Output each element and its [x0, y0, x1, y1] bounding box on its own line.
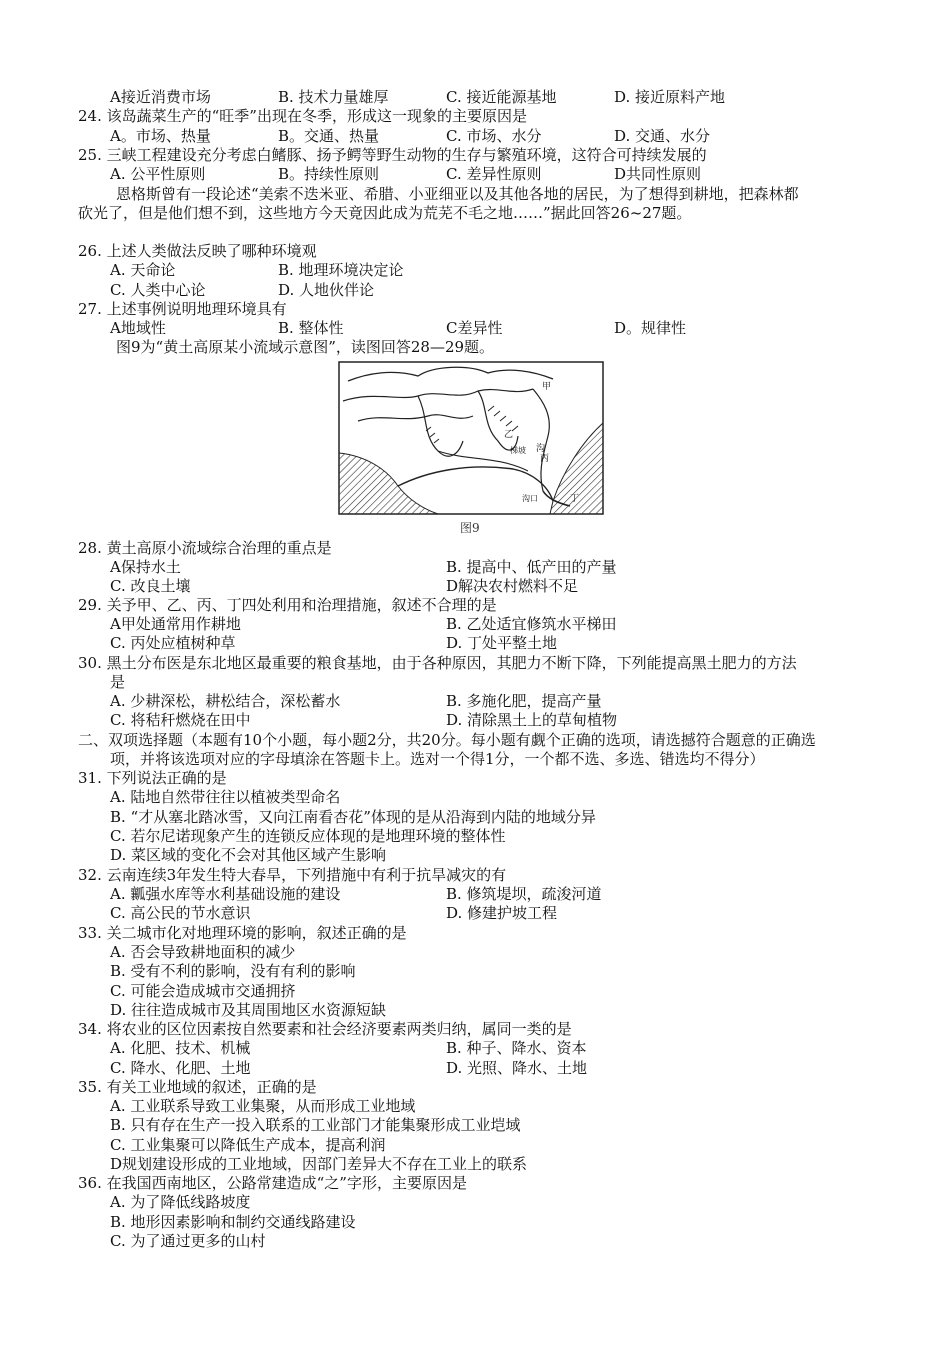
- section2-instructions-line-1: 二、双项选择题（本题有10个小题，每小题2分，共20分。每小题有觑个正确的选项，请选撼符合题意的正确选: [78, 731, 816, 749]
- q29-option-b: B. 乙处适宜修筑水平梯田: [446, 615, 617, 633]
- figure-caption: 图9: [460, 521, 480, 535]
- q30-stem-line-1: 30. 黑土分布医是东北地区最重要的粮食基地，由于各种原因，其肥力不断下降，下列能提高黑土肥力的方法: [78, 654, 797, 672]
- q29-stem: 29. 关予甲、乙、丙、丁四处利用和治理措施，叙述不合理的是: [78, 596, 497, 614]
- q24-option-a: A。市场、热量: [110, 127, 211, 145]
- q34-option-d: D. 光照、降水、土地: [446, 1059, 588, 1077]
- q31-option-a: A. 陆地自然带往往以植被类型命名: [110, 788, 341, 806]
- q31-option-d: D. 菜区域的变化不会对其他区域产生影响: [110, 846, 387, 864]
- q23-option-d: D. 接近原料产地: [614, 88, 726, 106]
- q36-stem: 36. 在我国西南地区，公路常建造成“之”字形，主要原因是: [78, 1174, 467, 1192]
- q35-option-c: C. 工业集聚可以降低生产成本，提高利润: [110, 1136, 386, 1154]
- q31-option-c: C. 若尔尼诺现象产生的连锁反应体现的是地理环境的整体性: [110, 827, 506, 845]
- q35-stem: 35. 有关工业地域的叙述，正确的是: [78, 1078, 317, 1096]
- q24-option-d: D. 交通、水分: [614, 127, 711, 145]
- q34-stem: 34. 将农业的区位因素按自然要素和社会经济要素两类归纳，属同一类的是: [78, 1020, 572, 1038]
- q29-option-d: D. 丁处平整土地: [446, 634, 558, 652]
- q30-option-c: C. 将秸秆燃烧在田中: [110, 711, 251, 729]
- q29-option-a: A甲处通常用作耕地: [110, 615, 241, 633]
- label-jia: 甲: [542, 382, 552, 392]
- q32-option-d: D. 修建护坡工程: [446, 904, 558, 922]
- q27-option-a: A地域性: [110, 319, 166, 337]
- q34-option-b: B. 种子、降水、资本: [446, 1039, 587, 1057]
- label-yi: 乙: [504, 430, 514, 440]
- q27-option-c: C差异性: [446, 319, 503, 337]
- q32-option-b: B. 修筑堤坝，疏浚河道: [446, 885, 602, 903]
- q34-option-a: A. 化肥、技术、机械: [110, 1039, 251, 1057]
- q25-option-c: C. 差异性原则: [446, 165, 542, 183]
- q24-stem: 24. 该岛蔬菜生产的“旺季”出现在冬季，形成这一现象的主要原因是: [78, 107, 527, 125]
- q29-option-c: C. 丙处应植树种草: [110, 634, 236, 652]
- q27-stem: 27. 上述事例说明地理环境具有: [78, 300, 287, 318]
- q28-option-c: C. 改良土壤: [110, 577, 191, 595]
- q25-option-d: D共同性原则: [614, 165, 702, 183]
- q34-option-c: C. 降水、化肥、土地: [110, 1059, 251, 1077]
- q24-option-b: B。交通、热量: [278, 127, 380, 145]
- q26-option-d: D. 人地伙伴论: [278, 281, 375, 299]
- q30-option-a: A. 少耕深松，耕松结合，深松蓄水: [110, 692, 341, 710]
- q31-stem: 31. 下列说法正确的是: [78, 769, 227, 787]
- figure-intro: 图9为“黄土高原某小流域示意图”，读图回答28—29题。: [116, 338, 495, 356]
- passage-line-1: 恩格斯曾有一段论述“美索不迭米亚、希腊、小亚细亚以及其他各地的居民，为了想得到耕地，把森林都: [116, 185, 799, 203]
- q24-option-c: C. 市场、水分: [446, 127, 542, 145]
- label-tipo: 梯坡: [510, 446, 526, 455]
- passage-line-2: 砍光了，但是他们想不到，这些地方今天竟因此成为荒芜不毛之地……”据此回答26~27题。: [78, 204, 692, 222]
- q35-option-b: B. 只有存在生产一投入联系的工业部门才能集聚形成工业垲域: [110, 1116, 521, 1134]
- q33-option-a: A. 否会导致耕地面积的减少: [110, 943, 296, 961]
- label-goukou: 沟口: [522, 494, 538, 503]
- q35-option-d: D规划建设形成的工业地域，因部门差异大不存在工业上的联系: [110, 1155, 528, 1173]
- q36-option-c: C. 为了通过更多的山村: [110, 1232, 266, 1250]
- q25-option-b: B。持续性原则: [278, 165, 380, 183]
- label-bing: 丙: [540, 454, 550, 464]
- q35-option-a: A. 工业联系导致工业集聚，从而形成工业地域: [110, 1097, 416, 1115]
- q32-stem: 32. 云南连续3年发生特大春旱，下列措施中有利于抗旱减灾的有: [78, 866, 507, 884]
- q25-option-a: A. 公平性原则: [110, 165, 206, 183]
- q27-option-d: D。规律性: [614, 319, 687, 337]
- q26-option-c: C. 人类中心论: [110, 281, 206, 299]
- q23-option-a: A接近消费市场: [110, 88, 211, 106]
- q30-stem-line-2: 是: [110, 673, 126, 691]
- q33-option-c: C. 可能会造成城市交通拥挤: [110, 982, 296, 1000]
- q28-option-a: A保持水土: [110, 558, 181, 576]
- q33-option-b: B. 受有不利的影响，没有有利的影响: [110, 962, 356, 980]
- q28-stem: 28. 黄土高原小流域综合治理的重点是: [78, 539, 332, 557]
- q23-option-c: C. 接近能源基地: [446, 88, 557, 106]
- q23-option-b: B. 技术力量雄厚: [278, 88, 389, 106]
- q30-option-d: D. 清除黑土上的草甸植物: [446, 711, 618, 729]
- q25-stem: 25. 三峡工程建设充分考虑白鳍豚、扬予鳄等野生动物的生存与繁殖环境，这符合可持续发展的: [78, 146, 707, 164]
- q36-option-a: A. 为了降低线路坡度: [110, 1193, 251, 1211]
- q27-option-b: B. 整体性: [278, 319, 344, 337]
- q26-option-a: A. 天命论: [110, 261, 176, 279]
- q32-option-c: C. 高公民的节水意识: [110, 904, 251, 922]
- q28-option-b: B. 提高中、低产田的产量: [446, 558, 617, 576]
- label-gou: 沟: [536, 444, 546, 454]
- q26-stem: 26. 上述人类做法反映了哪种环境观: [78, 242, 317, 260]
- section2-instructions-line-2: 项，并将该选项对应的字母填涂在答题卡上。选对一个得1分，一个都不选、多选、错选均不得分）: [110, 750, 765, 768]
- q33-stem: 33. 关二城市化对地理环境的影响，叙述正确的是: [78, 924, 407, 942]
- q26-option-b: B. 地理环境决定论: [278, 261, 404, 279]
- watershed-figure: [338, 361, 604, 515]
- q28-option-d: D解决农村燃料不足: [446, 577, 579, 595]
- q32-option-a: A. 瓤强水库等水利基础设施的建设: [110, 885, 341, 903]
- q36-option-b: B. 地形因素影响和制约交通线路建设: [110, 1213, 356, 1231]
- q31-option-b: B. “才从塞北踏冰雪，又向江南看杏花”体现的是从沿海到内陆的地域分异: [110, 808, 596, 826]
- label-ding: 丁: [570, 494, 580, 504]
- q30-option-b: B. 多施化肥，提高产量: [446, 692, 602, 710]
- q33-option-d: D. 往往造成城市及其周围地区水资源短缺: [110, 1001, 387, 1019]
